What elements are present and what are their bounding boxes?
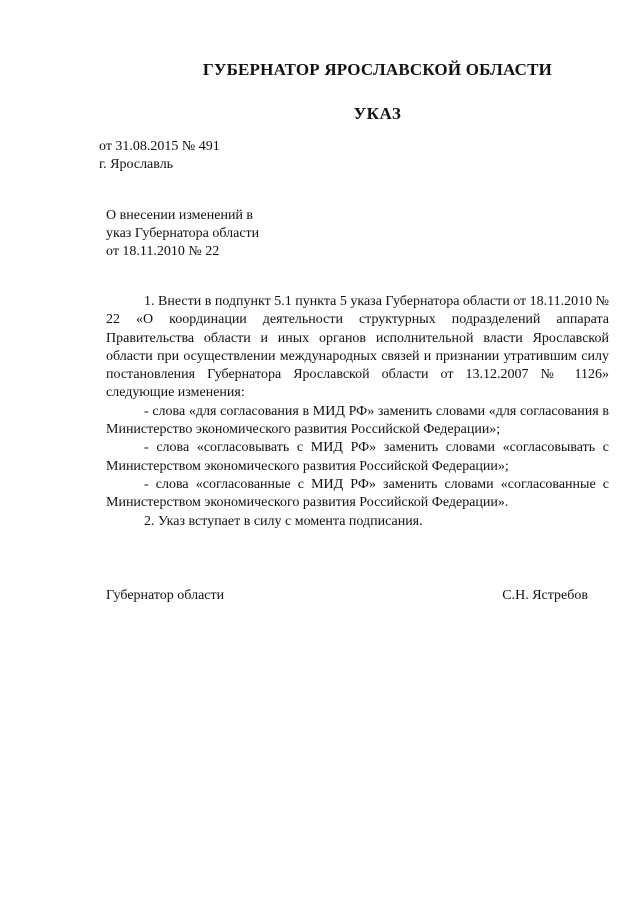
document-meta xyxy=(99,138,220,174)
signature-block xyxy=(106,588,588,604)
body-paragraph: 2. Указ вступает в силу с момента подписания. xyxy=(144,513,423,529)
document-subject xyxy=(106,207,259,261)
subject-line: от 18.11.2010 № 22 xyxy=(106,244,220,259)
signatory-position: Губернатор области xyxy=(106,588,225,603)
date-number: от 31.08.2015 № 491 xyxy=(99,139,220,154)
body-paragraph: - слова «для согласования в МИД РФ» заменить словами «для согласования в Министерство экономического развития Российской Федерации»; xyxy=(106,403,609,438)
signatory-name: С.Н. Ястребов xyxy=(502,588,588,603)
document-body xyxy=(106,293,609,531)
body-paragraph: - слова «согласовывать с МИД РФ» заменить словами «согласовывать с Министерством экономического развития Российской Федерации»; xyxy=(106,440,609,474)
body-paragraph: 1. Внести в подпункт 5.1 пункта 5 указа Губернатора области от 18.11.2010 № 22 «О координации деятельности структурных подразделений аппарата Правительства области и иных органов исполнительной власти Ярославской области при осуществлении международных связей и признании утратившим силу постановления Губернатора Ярославской области от 13.12.2007 № 1126» следующие изменения: xyxy=(106,294,610,401)
body-paragraph: - слова «согласованные с МИД РФ» заменить словами «согласованные с Министерством экономического развития Российской Федерации». xyxy=(106,476,609,511)
document-header xyxy=(0,60,640,124)
city: г. Ярославль xyxy=(99,157,174,172)
subject-line: указ Губернатора области xyxy=(106,226,260,241)
issuing-authority: ГУБЕРНАТОР ЯРОСЛАВСКОЙ ОБЛАСТИ xyxy=(202,60,553,79)
subject-line: О внесении изменений в xyxy=(106,208,254,223)
document-type: УКАЗ xyxy=(353,104,402,123)
